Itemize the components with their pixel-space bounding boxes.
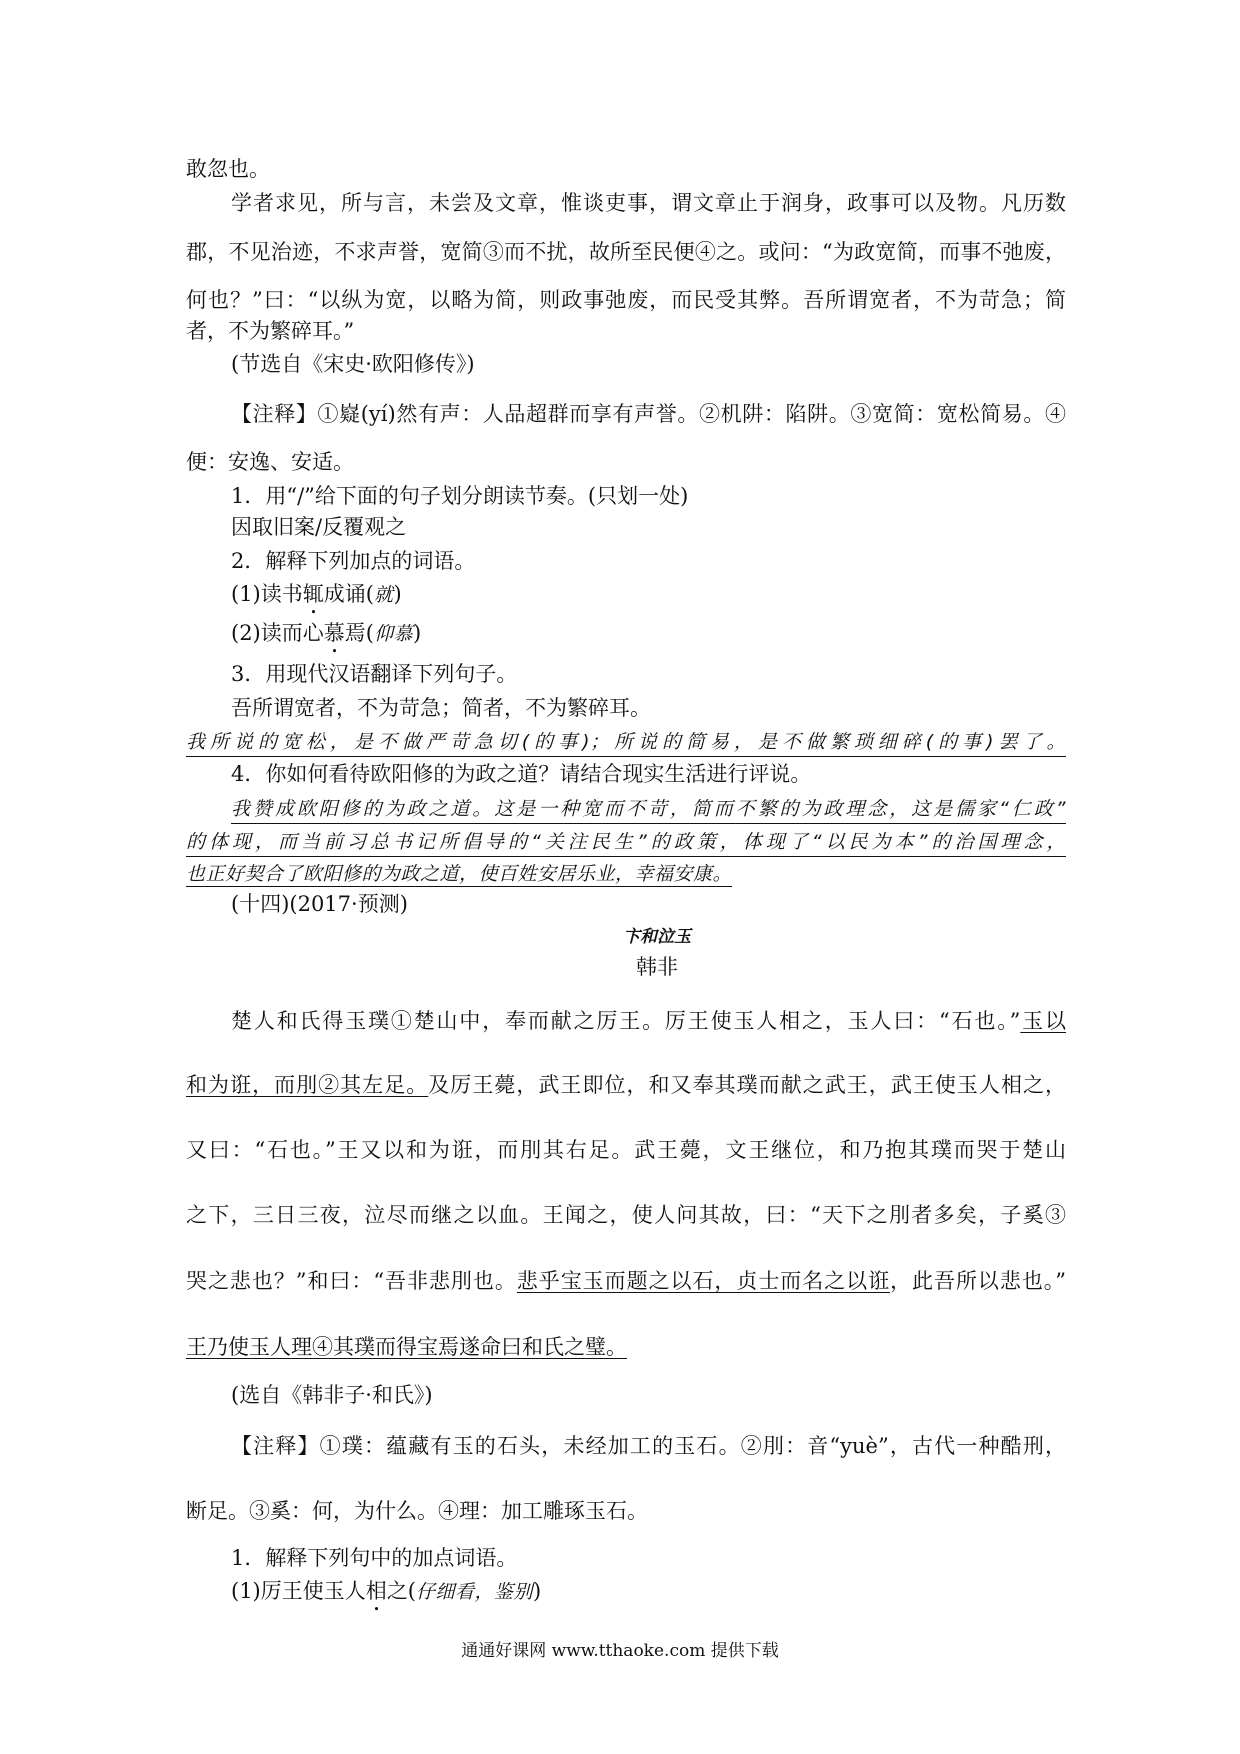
question-4-answer-line: 我赞成欧阳修的为政之道。这是一种宽而不苛，简而不繁的为政理念，这是儒家“仁政” <box>231 796 1066 824</box>
page-footer: 通通好课网 www.tthaoke.com 提供下载 <box>461 1641 779 1661</box>
question-1-item <box>231 1578 1066 1616</box>
underlined-text: 玉以 <box>1020 1009 1067 1033</box>
item-prefix: (1)读书 <box>231 582 303 606</box>
answer-text: 也正好契合了欧阳修的为政之道，使百姓安居乐业，幸福安康。 <box>186 863 733 885</box>
underlined-text: 王乃使玉人理④其璞而得宝焉遂命曰和氏之璧。 <box>186 1335 627 1359</box>
handwritten-answer: 仔细看，鉴别 <box>415 1581 533 1603</box>
passage-line: 又曰：“石也。”王又以和为诳，而刖其右足。武王薨，文王继位，和乃抱其璞而哭于楚山 <box>186 1138 1066 1162</box>
underlined-text: 和为诳，而刖②其左足。 <box>186 1073 429 1097</box>
passage-text: 哭之悲也？”和曰：“吾非悲刖也。 <box>186 1269 517 1293</box>
passage-line: 学者求见，所与言，未尝及文章，惟谈吏事，谓文章止于润身，政事可以及物。凡历数 <box>231 191 1066 215</box>
annotation-line: 便：安逸、安适。 <box>186 450 354 474</box>
question-3-answer: 我所说的宽松，是不做严苛急切(的事)；所说的简易，是不做繁琐细碎(的事)罢了。 <box>186 729 1066 757</box>
handwritten-answer: 仰慕 <box>373 623 413 645</box>
question-4-answer-line: 的体现，而当前习总书记所倡导的“关注民生”的政策，体现了“以民为本”的治国理念， <box>186 829 1066 857</box>
question-3: 3．用现代汉语翻译下列句子。 <box>231 662 518 686</box>
question-2: 2．解释下列加点的词语。 <box>231 549 476 573</box>
question-4: 4．你如何看待欧阳修的为政之道？请结合现实生活进行评说。 <box>231 762 812 786</box>
passage-line: 之下，三日三夜，泣尽而继之以血。王闻之，使人问其故，曰：“天下之刖者多矣，子奚③ <box>186 1203 1066 1227</box>
item-close: ) <box>412 621 422 645</box>
question-2-item <box>231 620 1066 658</box>
passage-title: 卞和泣玉 <box>623 927 691 947</box>
passage-source: (节选自《宋史·欧阳修传》) <box>231 352 475 376</box>
question-4-answer-line <box>186 860 1066 887</box>
section-heading: (十四)(2017·预测) <box>231 892 408 916</box>
passage-text: 楚人和氏得玉璞①楚山中，奉而献之厉王。厉王使玉人相之，玉人曰：“石也。” <box>231 1009 1021 1033</box>
passage-line <box>186 1072 1066 1098</box>
question-2-item <box>231 581 1066 619</box>
question-1: 1．解释下列句中的加点词语。 <box>231 1546 518 1570</box>
passage-line: 何也？”曰：“以纵为宽，以略为简，则政事弛废，而民受其弊。吾所谓宽者，不为苛急；简 <box>186 288 1066 312</box>
underlined-text: 悲乎宝玉而题之以石，贞士而名之以诳 <box>516 1269 891 1293</box>
passage-line: 郡，不见治迹，不求声誉，宽简③而不扰，故所至民便④之。或问：“为政宽简，而事不弛废， <box>186 240 1066 264</box>
passage-line <box>186 1268 1066 1294</box>
dotted-character: 慕 <box>323 621 345 645</box>
handwritten-answer: 就 <box>373 584 394 606</box>
passage-source: (选自《韩非子·和氏》) <box>231 1383 433 1407</box>
passage-text: 及厉王薨，武王即位，和又奉其璞而献之武王，武王使玉人相之， <box>428 1073 1066 1097</box>
passage-line <box>231 1008 1066 1034</box>
item-suffix: 成诵( <box>323 582 374 606</box>
passage-line: 者，不为繁碎耳。” <box>186 319 355 343</box>
dotted-character: 辄 <box>302 582 324 606</box>
dotted-character: 相 <box>365 1579 387 1603</box>
annotation-line: 断足。③奚：何，为什么。④理：加工雕琢玉石。 <box>186 1499 648 1523</box>
item-suffix: 之( <box>386 1579 416 1603</box>
question-1: 1．用“/”给下面的句子划分朗读节奏。(只划一处) <box>231 484 689 508</box>
question-3-sentence: 吾所谓宽者，不为苛急；简者，不为繁碎耳。 <box>231 696 651 720</box>
item-prefix: (1)厉王使玉人 <box>231 1579 366 1603</box>
item-suffix: 焉( <box>344 621 374 645</box>
passage-text: ，此吾所以悲也。” <box>890 1269 1066 1293</box>
item-close: ) <box>393 582 402 606</box>
item-prefix: (2)读而心 <box>231 621 324 645</box>
passage-line: 敢忽也。 <box>186 157 270 181</box>
question-1-answer: 因取旧案/反覆观之 <box>231 515 407 539</box>
passage-line <box>186 1334 1066 1360</box>
item-close: ) <box>532 1579 542 1603</box>
passage-author: 韩非 <box>636 955 678 979</box>
annotation-line: 【注释】①璞：蕴藏有玉的石头，未经加工的玉石。②刖：音“yuè”，古代一种酷刑， <box>231 1434 1066 1458</box>
annotation-line: 【注释】①嶷(yí)然有声：人品超群而享有声誉。②机阱：陷阱。③宽简：宽松简易。④ <box>231 402 1066 426</box>
